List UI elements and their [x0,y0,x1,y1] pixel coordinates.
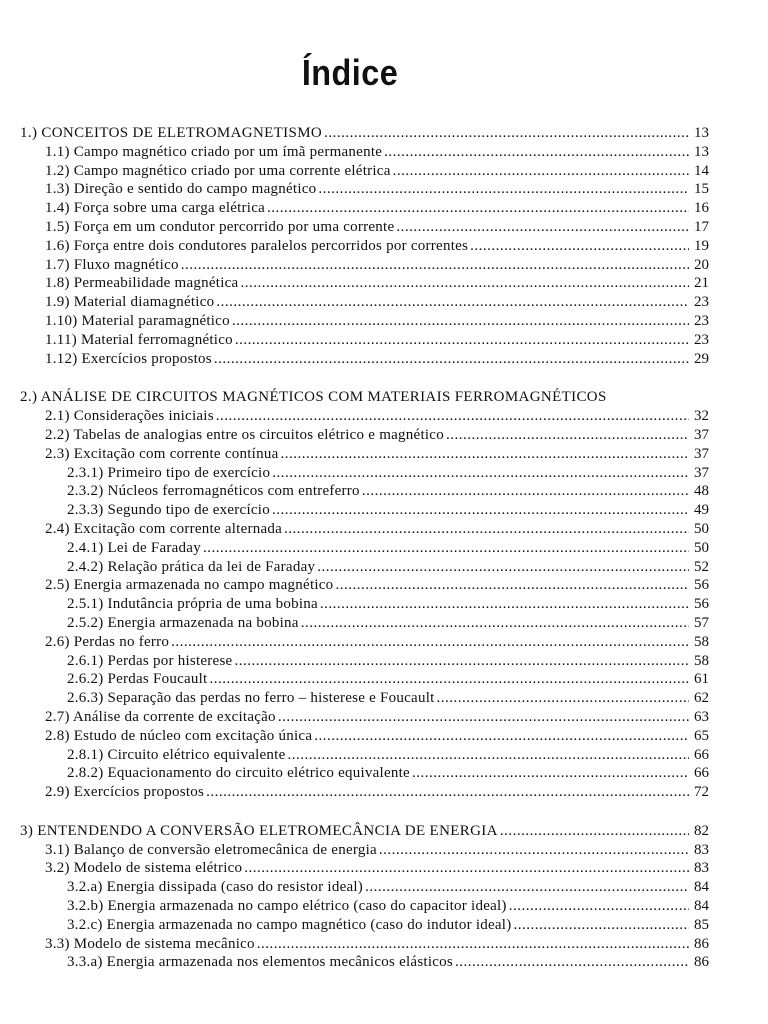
dot-leader [324,124,689,143]
toc-page-number: 56 [694,596,709,613]
toc-entry [0,652,768,671]
toc-page-number: 13 [694,125,709,141]
toc-entry-label: 3.2) Modelo de sistema elétrico [45,860,243,877]
toc-entry-label: 2.6) Perdas no ferro [45,633,170,650]
toc-entry [0,162,768,181]
dot-leader [257,935,689,954]
toc-entry [0,407,768,426]
toc-page-number: 72 [694,784,709,801]
dot-leader [214,350,689,369]
toc-entry-label: 2.5.1) Indutância própria de uma bobina [67,596,318,613]
toc-chapter-entry [0,124,768,143]
page-title: Índice [301,52,399,93]
toc-entry-label: 1.9) Material diamagnético [45,294,215,311]
toc-page-number: 20 [694,256,709,273]
dot-leader [393,162,689,181]
toc-entry-label: 2.8) Estudo de núcleo com excitação única [45,727,313,744]
toc-entry [0,953,768,972]
toc-page-number: 66 [694,746,709,763]
dot-leader [203,539,689,558]
toc-entry [0,841,768,860]
dot-leader [365,878,689,897]
toc-entry-label: 3) ENTENDENDO A CONVERSÃO ELETROMECÂNCIA DE ENERGIA [20,822,498,839]
toc-entry [0,783,768,802]
dot-leader [317,558,689,577]
dot-leader [216,293,689,312]
dot-leader [171,633,689,652]
toc-entry [0,312,768,331]
toc-page-number: 16 [694,200,709,217]
toc-entry [0,916,768,935]
toc-entry-label: 1.11) Material ferromagnético [45,331,233,348]
dot-leader [288,746,689,765]
toc-entry [0,237,768,256]
dot-leader [320,595,689,614]
toc-entry-label: 2.1) Considerações iniciais [45,408,214,425]
toc-entry [0,482,768,501]
toc-page-number: 56 [694,577,709,594]
toc-entry-label: 2.3.1) Primeiro tipo de exercício [67,464,271,481]
toc-entry [0,576,768,595]
toc-section [0,124,768,368]
toc-entry-label: 2.3.3) Segundo tipo de exercício [67,502,270,519]
dot-leader [318,180,689,199]
dot-leader [272,501,689,520]
dot-leader [240,274,689,293]
dot-leader [206,783,689,802]
toc-page-number: 62 [694,690,709,707]
dot-leader [513,916,689,935]
toc-entry-label: 2.) ANÁLISE DE CIRCUITOS MAGNÉTICOS COM MATERIAIS FERROMAGNÉTICOS [20,389,607,406]
toc-page-number: 21 [694,275,709,292]
toc-page-number: 66 [694,765,709,782]
toc-page-number: 37 [694,426,709,443]
toc-entry [0,614,768,633]
toc-page-number: 13 [694,143,709,160]
toc-page-number: 37 [694,445,709,462]
toc-entry-label: 2.6.1) Perdas por histerese [67,652,233,669]
toc-page-number: 49 [694,502,709,519]
dot-leader [455,953,689,972]
toc-entry-label: 1.) CONCEITOS DE ELETROMAGNETISMO [20,125,323,141]
table-of-contents [0,124,768,992]
toc-entry-label: 3.3.a) Energia armazenada nos elementos mecânicos elásticos [67,954,453,971]
toc-entry-label: 2.9) Exercícios propostos [45,784,205,801]
toc-entry-label: 1.7) Fluxo magnético [45,256,179,273]
dot-leader [234,652,689,671]
dot-leader [216,407,689,426]
dot-leader [500,822,689,841]
toc-entry-label: 3.2.b) Energia armazenada no campo elétrico (caso do capacitor ideal) [67,898,507,915]
dot-leader [437,689,689,708]
toc-page-number: 65 [694,727,709,744]
toc-page-number: 86 [694,954,709,971]
toc-page-number: 23 [694,312,709,329]
toc-page-number: 84 [694,898,709,915]
toc-entry-label: 2.6.2) Perdas Foucault [67,671,208,688]
toc-entry-label: 2.8.2) Equacionamento do circuito elétrico equivalente [67,765,410,782]
toc-page-number: 23 [694,331,709,348]
toc-page-number: 61 [694,671,709,688]
toc-entry [0,293,768,312]
dot-leader [379,841,689,860]
toc-entry-label: 1.3) Direção e sentido do campo magnético [45,181,317,198]
toc-page-number: 83 [694,841,709,858]
toc-page-number: 50 [694,520,709,537]
dot-leader [412,764,689,783]
toc-page-number: 63 [694,708,709,725]
toc-section [0,388,768,802]
toc-page-number: 85 [694,916,709,933]
toc-entry-label: 1.1) Campo magnético criado por um ímã permanente [45,143,383,160]
dot-leader [470,237,689,256]
toc-entry-label: 3.2.a) Energia dissipada (caso do resistor ideal) [67,879,364,896]
toc-page-number: 58 [694,652,709,669]
toc-entry [0,180,768,199]
toc-page-number: 57 [694,614,709,631]
toc-entry [0,501,768,520]
toc-page-number: 23 [694,294,709,311]
toc-page-number: 48 [694,483,709,500]
toc-entry [0,464,768,483]
toc-entry [0,670,768,689]
toc-entry-label: 2.4) Excitação com corrente alternada [45,520,283,537]
toc-page-number: 82 [694,822,709,839]
dot-leader [314,727,689,746]
toc-entry [0,689,768,708]
dot-leader [244,859,689,878]
dot-leader [509,897,689,916]
toc-entry-label: 1.10) Material paramagnético [45,312,230,329]
toc-entry-label: 1.2) Campo magnético criado por uma corrente elétrica [45,162,391,179]
dot-leader [446,426,689,445]
toc-page-number: 17 [694,218,709,235]
toc-entry-label: 3.1) Balanço de conversão eletromecânica de energia [45,841,377,858]
dot-leader [232,312,689,331]
toc-entry [0,595,768,614]
dot-leader [362,482,689,501]
toc-page-number: 58 [694,633,709,650]
toc-entry [0,143,768,162]
toc-section [0,822,768,972]
toc-entry-label: 2.5) Energia armazenada no campo magnético [45,577,334,594]
dot-leader [209,670,689,689]
toc-entry [0,539,768,558]
dot-leader [335,576,689,595]
toc-entry [0,199,768,218]
toc-entry [0,859,768,878]
toc-page-number: 37 [694,464,709,481]
toc-entry [0,426,768,445]
toc-entry [0,218,768,237]
toc-entry-label: 2.3) Excitação com corrente contínua [45,445,279,462]
toc-entry [0,727,768,746]
toc-entry-label: 1.8) Permeabilidade magnética [45,275,239,292]
dot-leader [181,256,689,275]
toc-entry-label: 2.4.1) Lei de Faraday [67,539,201,556]
toc-entry [0,746,768,765]
toc-entry-label: 3.2.c) Energia armazenada no campo magnético (caso do indutor ideal) [67,916,512,933]
dot-leader [235,331,689,350]
toc-entry [0,764,768,783]
dot-leader [301,614,689,633]
toc-entry [0,331,768,350]
toc-page-number: 52 [694,558,709,575]
toc-entry [0,350,768,369]
toc-entry-label: 2.5.2) Energia armazenada na bobina [67,614,299,631]
toc-entry [0,897,768,916]
toc-entry-label: 3.3) Modelo de sistema mecânico [45,935,255,952]
toc-page-number: 19 [694,237,709,254]
toc-entry-label: 1.4) Força sobre uma carga elétrica [45,200,266,217]
toc-entry-label: 1.5) Força em um condutor percorrido por uma corrente [45,218,395,235]
toc-entry [0,274,768,293]
dot-leader [384,143,689,162]
toc-page-number: 86 [694,935,709,952]
toc-entry [0,256,768,275]
toc-entry-label: 2.8.1) Circuito elétrico equivalente [67,746,286,763]
dot-leader [267,199,689,218]
toc-chapter-entry [0,388,768,407]
toc-page-number: 32 [694,408,709,425]
toc-entry [0,878,768,897]
toc-entry-label: 2.6.3) Separação das perdas no ferro – histerese e Foucault [67,690,435,707]
dot-leader [280,445,689,464]
toc-entry-label: 1.6) Força entre dois condutores paralelos percorridos por correntes [45,237,469,254]
toc-page-number: 29 [694,350,709,367]
toc-entry-label: 2.4.2) Relação prática da lei de Faraday [67,558,316,575]
dot-leader [284,520,689,539]
toc-entry-label: 2.2) Tabelas de analogias entre os circuitos elétrico e magnético [45,426,444,443]
toc-entry [0,558,768,577]
toc-chapter-entry [0,822,768,841]
toc-entry [0,935,768,954]
toc-page-number: 83 [694,860,709,877]
dot-leader [272,464,689,483]
toc-page-number: 84 [694,879,709,896]
toc-page-number: 14 [694,162,709,179]
toc-entry [0,520,768,539]
toc-entry-label: 2.7) Análise da corrente de excitação [45,708,276,725]
toc-entry-label: 2.3.2) Núcleos ferromagnéticos com entreferro [67,483,360,500]
toc-entry [0,708,768,727]
dot-leader [396,218,689,237]
toc-entry-label: 1.12) Exercícios propostos [45,350,212,367]
toc-page-number: 15 [694,181,709,198]
toc-page-number: 50 [694,539,709,556]
toc-entry [0,633,768,652]
toc-entry [0,445,768,464]
dot-leader [278,708,689,727]
